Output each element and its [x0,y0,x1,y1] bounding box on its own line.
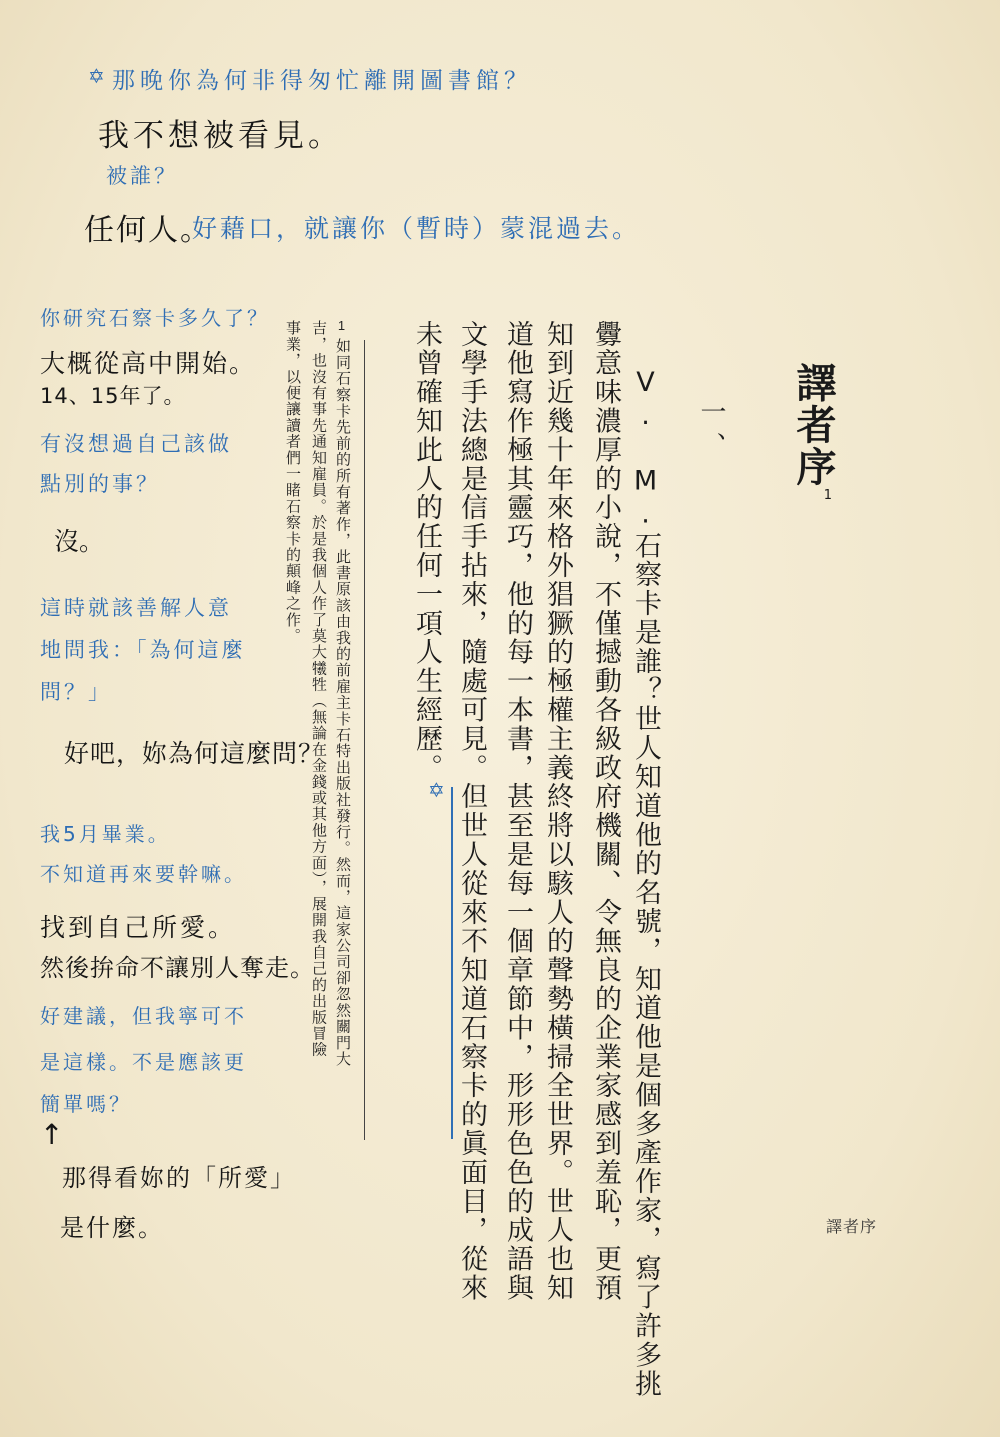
title-text: 譯者序 [790,362,836,488]
handwritten-note: 14、15年了。 [40,384,186,408]
handwritten-note: 有沒想過自己該做 [40,432,232,456]
footnote-column: 事業，以便讓讀者們一睹石察卡的顛峰之作。 [284,320,302,644]
arrow-up-icon: ↑ [40,1118,64,1151]
handwritten-note: 然後拚命不讓別人奪走。 [40,954,315,982]
handwritten-note: 好吧，妳為何這麼問？ [64,739,325,768]
handwritten-note: 那得看妳的「所愛」 [62,1164,296,1192]
annotation-line [451,787,453,1139]
body-column: 釁意味濃厚的小說，不僅撼動各級政府機關、令無良的企業家感到羞恥，更預 [590,320,621,1303]
handwritten-note: 大概從高中開始。 [40,349,257,378]
handwritten-note: 是什麼。 [60,1214,164,1242]
handwritten-note: 找到自己所愛。 [40,913,237,942]
running-footer: 譯者序 [826,1217,878,1236]
handwritten-note: 點別的事？ [40,472,160,496]
section-number: 一、 [696,398,726,466]
body-column: V. M.石察卡是誰？世人知道他的名號，知道他是個多產作家，寫了許多挑 [630,367,661,1399]
footnote-rule [364,340,365,1140]
handwritten-note: 地問我：「為何這麼 [40,638,246,662]
handwritten-note: 好建議，但我寧可不 [40,1004,247,1028]
handwritten-note: 我不想被看見。 [98,118,343,154]
body-column: 知到近幾十年來格外猖獗的極權主義終將以駭人的聲勢橫掃全世界。世人也知 [542,320,573,1303]
title-note-marker: 1 [820,488,836,505]
handwritten-note: 是這樣。不是應該更 [40,1050,247,1074]
star-icon: ✡ [88,64,105,88]
footnote-number: 1 [334,318,349,333]
star-icon: ✡ [428,778,445,802]
handwritten-note: 沒。 [54,527,105,556]
handwritten-note: 你研究石察卡多久了？ [40,306,270,330]
handwritten-note: 被誰？ [106,164,178,188]
handwritten-note: 好藉口，就讓你（暫時）蒙混過去。 [192,214,641,243]
page-title [785,362,842,505]
handwritten-note: 我5月畢業。 [40,822,171,846]
body-column: 道他寫作極其靈巧，他的每一本書，甚至是每一個章節中，形形色色的成語與 [502,320,533,1303]
handwritten-note: 任何人。 [84,213,212,248]
handwritten-note: 簡單嗎？ [40,1092,132,1116]
body-column: 未曾確知此人的任何一項人生經歷。 [411,320,442,783]
body-column: 文學手法總是信手拈來，隨處可見。但世人從來不知道石察卡的眞面目，從來 [456,320,487,1303]
handwritten-note: 那晚你為何非得匆忙離開圖書館？ [112,68,532,94]
handwritten-note: 這時就該善解人意 [40,596,232,620]
handwritten-note: 不知道再來要幹嘛。 [40,862,247,886]
footnote-column: 吉，也沒有事先通知雇員。於是我個人作了莫大犧牲（無論在金錢或其他方面），展開我自己的出版冒險 [310,320,328,1058]
footnote-column: 如同石察卡先前的所有著作，此書原該由我的前雇主卡石特出版社發行。然而，這家公司卻忽然關門大 [334,338,352,1067]
handwritten-note: 問？」 [40,680,112,704]
